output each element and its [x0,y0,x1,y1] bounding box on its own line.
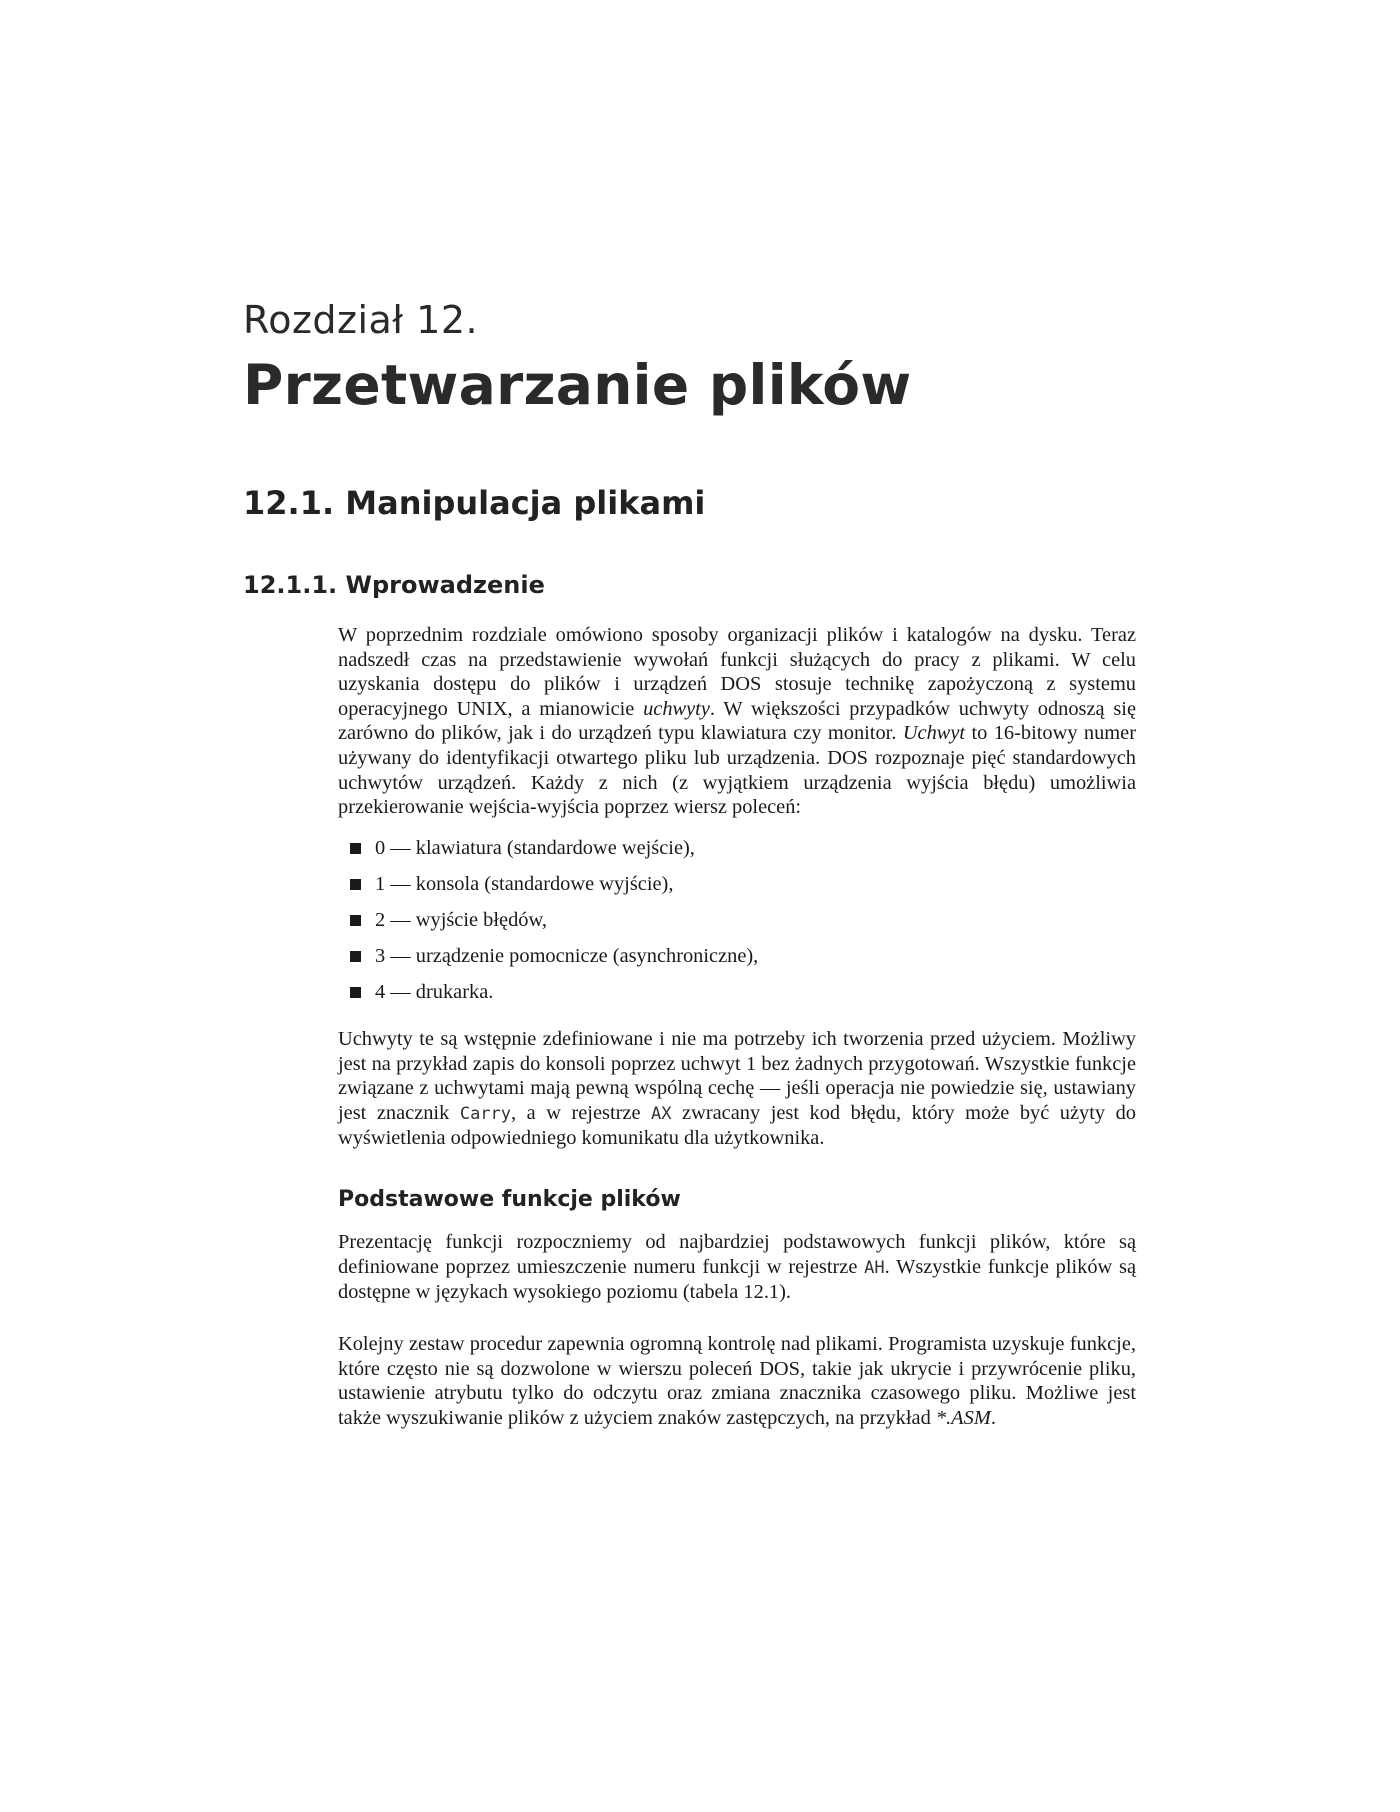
list-item [350,836,758,872]
code-ah: AH [864,1257,885,1278]
handles-text-3: zwracany jest kod błędu, który może być użyty do wyświetlenia odpowiedniego komunikatu dla użytkownika. [338,1101,1137,1150]
code-ax: AX [651,1103,672,1124]
list-item-text: 0 — klawiatura (standardowe wejście), [375,837,695,859]
intro-italic-handles: uchwyty [643,697,710,720]
list-item-text: 2 — wyjście błędów, [375,909,547,931]
handles-list [350,836,758,1016]
list-item-text: 1 — konsola (standardowe wyjście), [375,873,674,895]
list-item-text: 3 — urządzenie pomocnicze (asynchroniczne), [375,945,759,967]
square-bullet-icon [350,915,361,926]
procedures-paragraph [338,1332,1136,1430]
intro-text-1: W poprzednim rozdziale omówiono sposoby organizacji plików i katalogów na dysku. Teraz nadszedł czas na przedstawienie wywołań funkcji służących do pracy z plikami. W celu uzyskania dostępu do plików i urządzeń DOS stosuje technikę zapożyczoną z systemu operacyjnego UNIX, a mianowicie [338,624,1136,720]
list-item [350,944,758,980]
basic-text-1: Prezentację funkcji rozpoczniemy od najbardziej podstawowych funkcji plików, które są definiowane poprzez umieszczenie numeru funkcji w rejestrze [338,1231,1136,1278]
procedures-italic-asm: *.ASM [935,1406,991,1429]
intro-italic-handle: Uchwyt [902,722,966,745]
square-bullet-icon [350,987,361,998]
basic-functions-paragraph [338,1230,1136,1305]
basic-text-2: . Wszystkie funkcje plików są dostępne w językach wysokiego poziomu (tabela 12.1). [338,1255,1137,1304]
chapter-label: Rozdział 12. [243,298,479,342]
chapter-title: Przetwarzanie plików [243,353,912,417]
list-item [350,980,758,1016]
handles-text-1: Uchwyty te są wstępnie zdefiniowane i nie ma potrzeby ich tworzenia przed użyciem. Możliwy jest na przykład zapis do konsoli poprzez uchwyt 1 bez żadnych przygotowań. Wszystkie funkcje związane z uchwytami mają pewną wspólną cechę — jeśli operacja nie powiedzie się, ustawiany jest znacznik [338,1028,1136,1124]
square-bullet-icon [350,843,361,854]
handles-paragraph [338,1027,1136,1151]
code-carry: Carry [459,1103,512,1124]
section-title: 12.1. Manipulacja plikami [243,484,706,522]
list-item [350,908,758,944]
procedures-text-2: . [990,1406,996,1429]
subsection-title: 12.1.1. Wprowadzenie [243,571,545,599]
intro-paragraph [338,623,1136,820]
intro-text-2: . W większości przypadków uchwyty odnoszą się zarówno do plików, jak i do urządzeń typu klawiatura czy monitor. [338,697,1136,745]
intro-text-3: to 16-bitowy numer używany do identyfikacji otwartego pliku lub urządzenia. DOS rozpoznaje pięć standardowych uchwytów urządzeń. Każdy z nich (z wyjątkiem urządzenia wyjścia błędu) umożliwia przekierowanie wejścia-wyjścia poprzez wiersz poleceń: [338,722,1137,819]
handles-text-2: , a w rejestrze [511,1101,652,1124]
list-item [350,872,758,908]
list-item-text: 4 — drukarka. [375,981,494,1003]
square-bullet-icon [350,951,361,962]
square-bullet-icon [350,879,361,890]
basic-functions-heading: Podstawowe funkcje plików [338,1187,681,1212]
procedures-text-1: Kolejny zestaw procedur zapewnia ogromną kontrolę nad plikami. Programista uzyskuje funkcje, które często nie są dozwolone w wierszu poleceń DOS, takie jak ukrycie i przywrócenie pliku, ustawienie atrybutu tylko do odczytu oraz zmiana znacznika czasowego pliku. Możliwe jest także wyszukiwanie plików z użyciem znaków zastępczych, na przykład [338,1333,1136,1429]
